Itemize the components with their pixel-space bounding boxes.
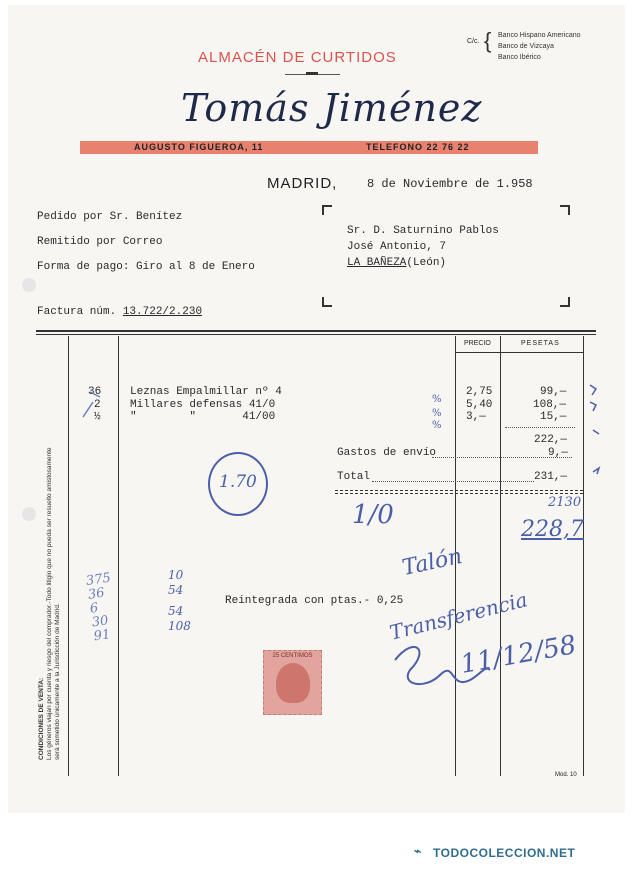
- header-rule: [455, 352, 583, 353]
- corner-mark: [560, 205, 570, 215]
- signature: [385, 630, 495, 700]
- percent-marks: [430, 390, 448, 430]
- date-value: 8 de Noviembre de 1.958: [367, 177, 533, 191]
- left-marks: [78, 382, 108, 427]
- svg-text:%: %: [432, 394, 442, 405]
- row-price: 3,—: [466, 411, 486, 423]
- note-2130: 2130: [548, 495, 582, 510]
- pago-value: Giro al 8 de Enero: [136, 261, 255, 273]
- divider-mark: [306, 72, 318, 75]
- talon-note: Talón: [400, 543, 465, 582]
- company-address: AUGUSTO FIGUEROA, 11: [134, 142, 264, 152]
- row-qty: ½: [94, 411, 101, 423]
- corner-mark: [322, 205, 332, 215]
- revenue-stamp: 25 CENTIMOS: [263, 650, 322, 715]
- total-rule: [335, 492, 583, 494]
- invoice-label: Factura núm.: [37, 306, 117, 318]
- row-desc: Leznas Empalmillar nº 4: [130, 386, 282, 398]
- total-label: Total: [337, 471, 371, 483]
- row-price: 5,40: [466, 399, 493, 411]
- recipient-city: LA BAÑEZA: [347, 257, 407, 269]
- company-phone: TELEFONO 22 76 22: [366, 142, 470, 152]
- banks-list: Banco Hispano Americano Banco de Vizcaya Banco Ibérico: [498, 32, 581, 61]
- left-calc: 375 36 6 30 91: [85, 570, 112, 645]
- circled-value: 1.70: [219, 472, 257, 492]
- row-price: 2,75: [466, 386, 493, 398]
- row-amount: 15,—: [540, 411, 567, 423]
- subtotal-dots: [505, 427, 575, 428]
- recipient-name: Sr. D. Saturnino Pablos: [347, 225, 499, 237]
- check-marks: [585, 380, 615, 510]
- brace-icon: {: [484, 28, 492, 53]
- row-qty: 36: [88, 386, 102, 398]
- row-desc: Millares defensas 41/0: [130, 399, 276, 411]
- date-city: MADRID,: [267, 175, 338, 192]
- total-amount: 231,—: [534, 471, 568, 483]
- column-divider: [500, 336, 501, 776]
- watermark-logo-icon: ⌁: [414, 844, 422, 858]
- total-dots: [372, 481, 534, 482]
- tagline: ALMACÉN DE CURTIDOS: [198, 49, 397, 66]
- fraction-note: 1/0: [352, 500, 394, 530]
- table-top-rule: [36, 330, 596, 332]
- remitido-value: Correo: [122, 236, 163, 248]
- note-2287: 228,7: [521, 517, 584, 542]
- punch-hole: [22, 278, 36, 292]
- pago-label: Forma de pago:: [37, 261, 130, 273]
- precio-header: PRECIO: [464, 340, 491, 347]
- punch-hole: [22, 507, 36, 521]
- row-amount: 108,—: [533, 399, 567, 411]
- recipient-street: José Antonio, 7: [347, 241, 447, 253]
- transfer-note: Transferencia: [387, 587, 530, 645]
- row-qty: 2: [94, 399, 101, 411]
- shipping-amount: 9,—: [548, 447, 568, 459]
- banks-prefix: C/c.: [467, 38, 480, 45]
- calc-block: 10 54 54 108: [168, 568, 191, 633]
- pedido-label: Pedido por: [37, 211, 104, 223]
- row-amount: 99,—: [540, 386, 567, 398]
- column-divider: [583, 336, 584, 776]
- subtotal: 222,—: [534, 434, 568, 446]
- corner-mark: [322, 297, 332, 307]
- remitido-label: Remitido por: [37, 236, 117, 248]
- reintegrada-text: Reintegrada con ptas.- 0,25: [225, 595, 404, 607]
- model-number: Mod. 10: [555, 772, 577, 778]
- svg-text:%: %: [432, 408, 442, 419]
- table-top-rule: [36, 334, 596, 335]
- row-desc: " " 41/00: [130, 411, 276, 423]
- column-divider: [118, 336, 119, 776]
- signature-date: 11/12/58: [458, 630, 579, 680]
- pedido-value: Sr. Benítez: [109, 211, 183, 223]
- pesetas-header: PESETAS: [521, 340, 560, 347]
- column-divider: [68, 336, 69, 776]
- conditions-block: CONDICIONES DE VENTA: Los géneros viajan por cuenta y riesgo del comprador.-Todo litigio que no pueda ser resuelto amistosamente será sometido únicamente a la Jurisdicción de Madrid.: [38, 447, 61, 760]
- watermark: TODOCOLECCION.NET: [433, 846, 576, 860]
- company-name: Tomás Jiménez: [181, 86, 483, 130]
- svg-text:%: %: [432, 420, 442, 430]
- invoice-number: 13.722/2.230: [122, 306, 203, 318]
- total-rule: [335, 489, 583, 491]
- shipping-label: Gastos de envío: [337, 447, 437, 459]
- recipient-province: (León): [406, 257, 447, 269]
- corner-mark: [560, 297, 570, 307]
